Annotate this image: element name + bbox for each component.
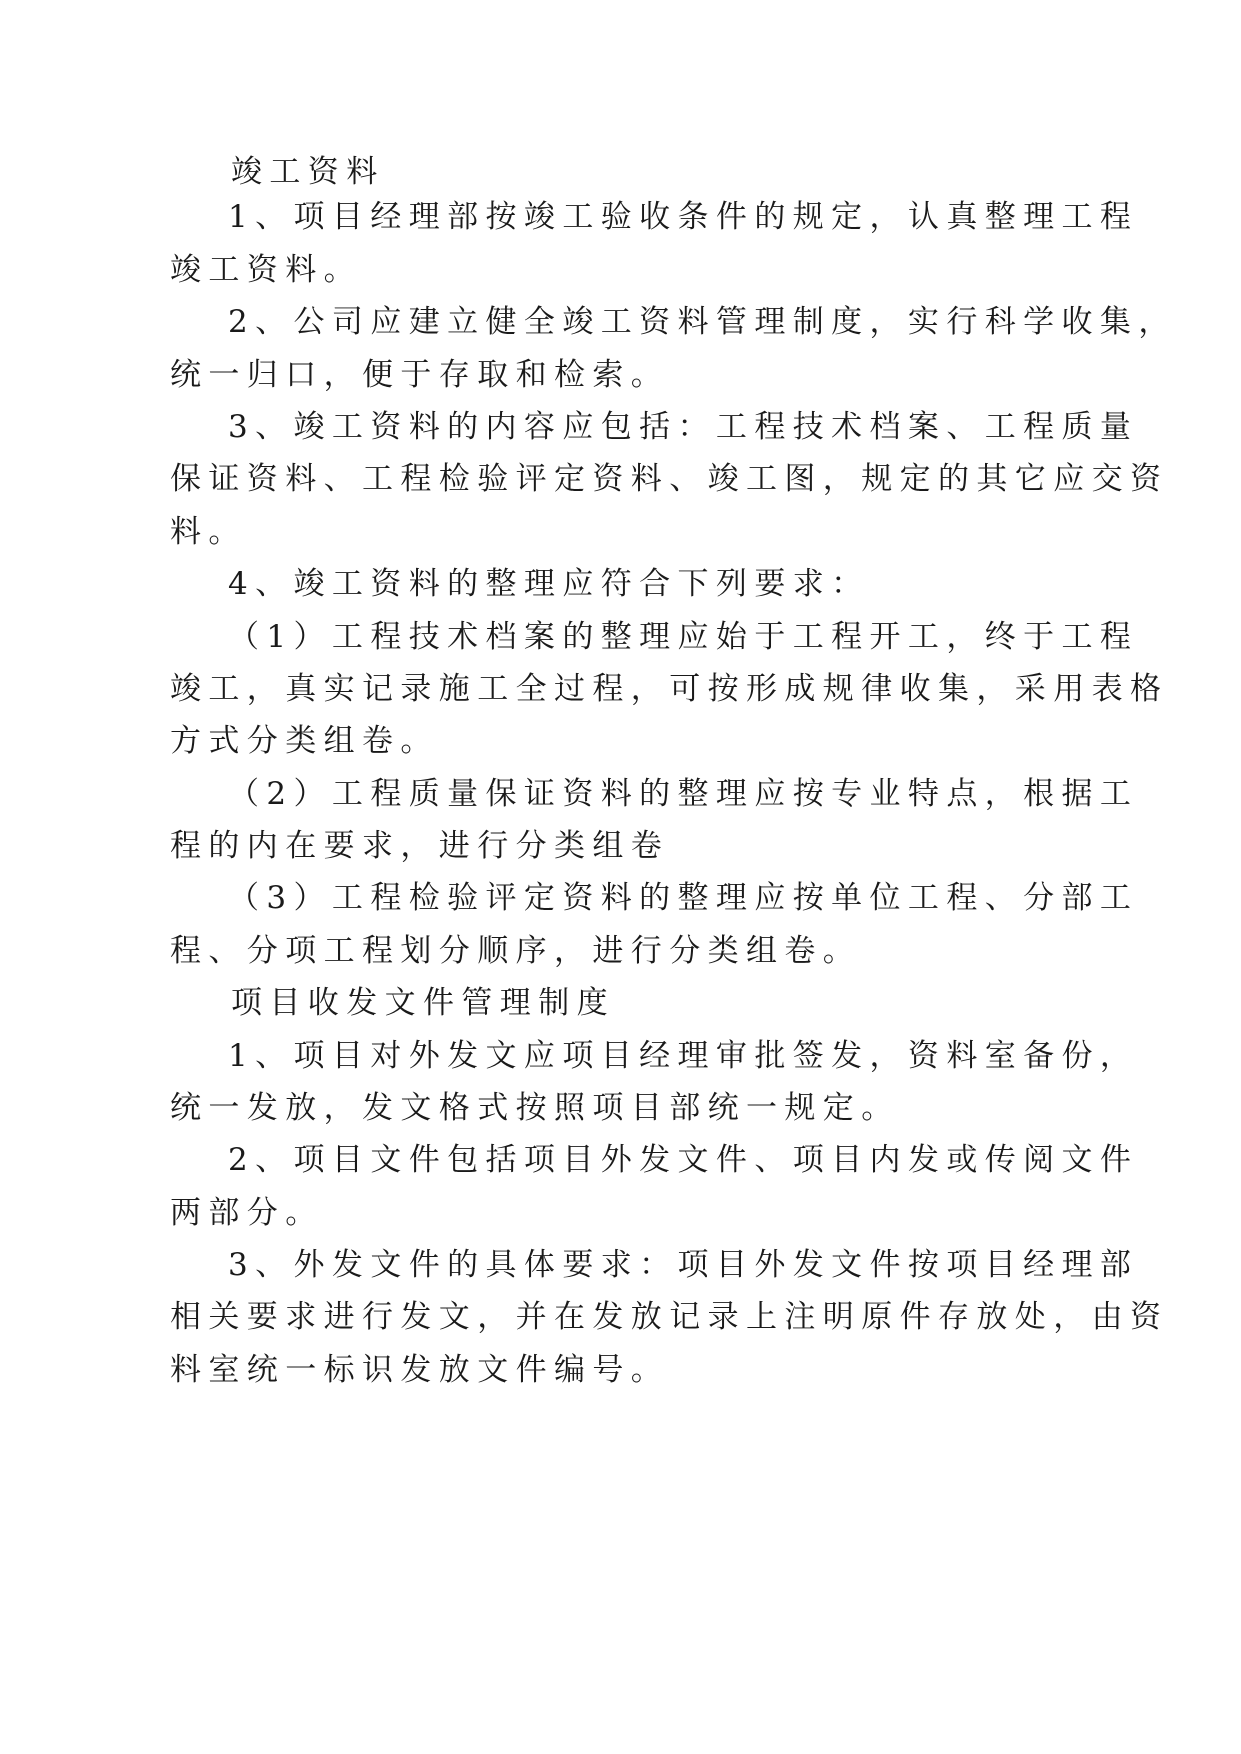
paragraph-line: 统一发放，发文格式按照项目部统一规定。 xyxy=(170,1090,900,1126)
paragraph-line: 竣工，真实记录施工全过程，可按形成规律收集，采用表格 xyxy=(170,671,1169,707)
paragraph-line: 料室统一标识发放文件编号。 xyxy=(170,1352,670,1388)
paragraph-line: 3、竣工资料的内容应包括：工程技术档案、工程质量 xyxy=(228,409,1139,445)
paragraph-line: 竣工资料。 xyxy=(170,252,362,288)
paragraph-line: 料。 xyxy=(170,514,247,550)
paragraph-line: 方式分类组卷。 xyxy=(170,723,439,759)
paragraph-line: 2、项目文件包括项目外发文件、项目内发或传阅文件 xyxy=(228,1142,1139,1178)
section-heading: 竣工资料 xyxy=(231,154,385,190)
paragraph-line: 统一归口，便于存取和检索。 xyxy=(170,357,670,393)
paragraph-line: 1、项目经理部按竣工验收条件的规定，认真整理工程 xyxy=(228,199,1139,235)
paragraph-line: 相关要求进行发文，并在发放记录上注明原件存放处，由资 xyxy=(170,1299,1169,1335)
paragraph-line: （1）工程技术档案的整理应始于工程开工，终于工程 xyxy=(228,619,1139,655)
paragraph-line: 两部分。 xyxy=(170,1195,324,1231)
paragraph-line: （2）工程质量保证资料的整理应按专业特点，根据工 xyxy=(228,776,1139,812)
paragraph-line: 4、竣工资料的整理应符合下列要求： xyxy=(228,566,870,602)
paragraph-line: 程、分项工程划分顺序，进行分类组卷。 xyxy=(170,933,862,969)
paragraph-line: 2、公司应建立健全竣工资料管理制度，实行科学收集， xyxy=(228,304,1177,340)
paragraph-line: 保证资料、工程检验评定资料、竣工图，规定的其它应交资 xyxy=(170,461,1169,497)
paragraph-line: 1、项目对外发文应项目经理审批签发，资料室备份， xyxy=(228,1038,1139,1074)
paragraph-line: （3）工程检验评定资料的整理应按单位工程、分部工 xyxy=(228,880,1139,916)
paragraph-line: 程的内在要求，进行分类组卷 xyxy=(170,828,670,864)
section-heading: 项目收发文件管理制度 xyxy=(231,985,615,1021)
paragraph-line: 3、外发文件的具体要求：项目外发文件按项目经理部 xyxy=(228,1247,1139,1283)
